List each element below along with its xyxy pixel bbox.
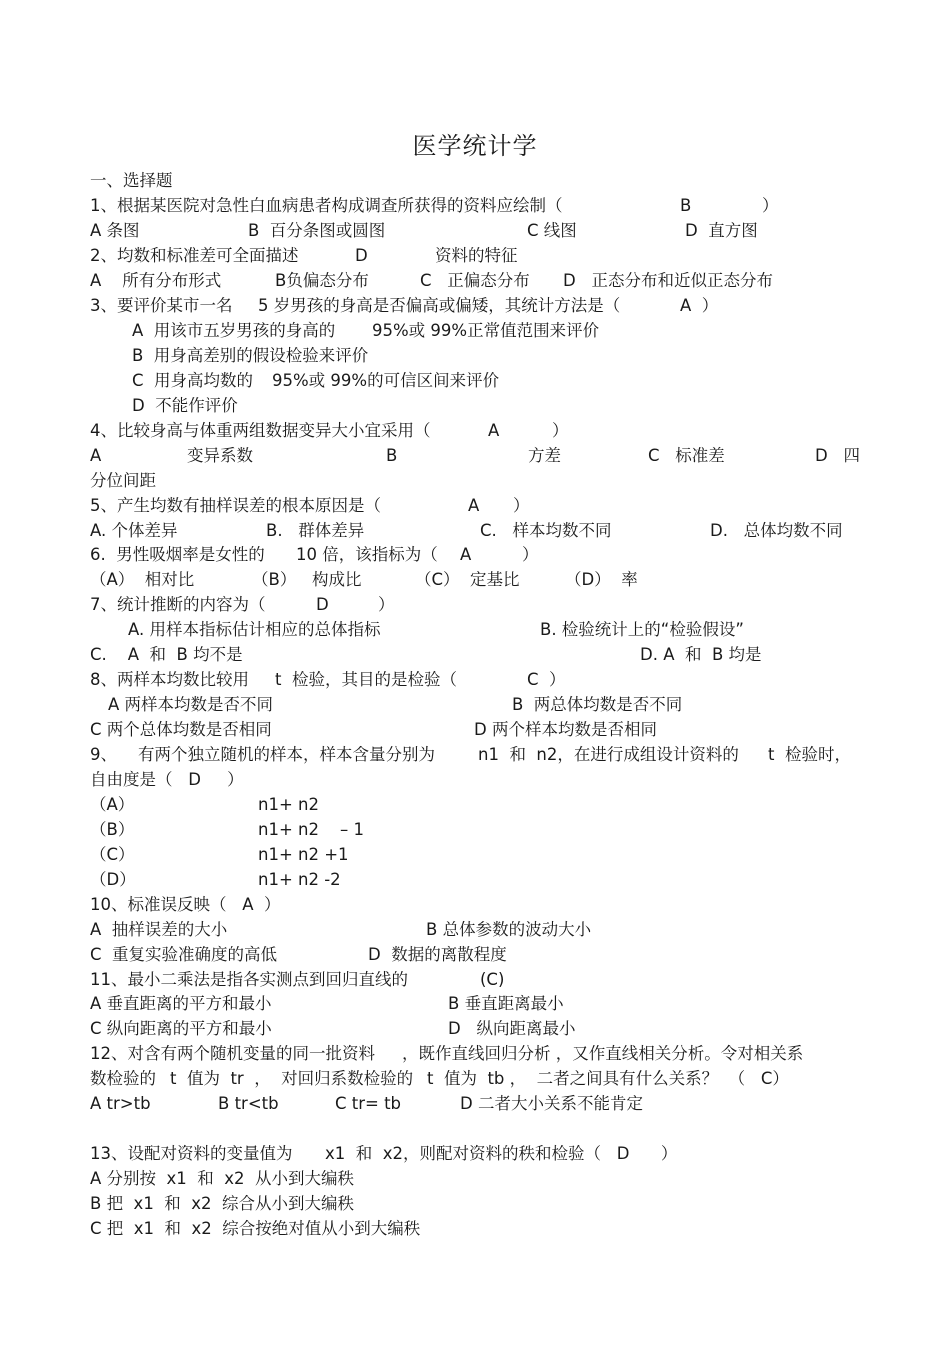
text-fragment: C 两个总体均数是否相同 [90, 720, 272, 739]
text-fragment: n1+ n2 [258, 795, 319, 814]
text-fragment: A 抽样误差的大小 [90, 920, 228, 939]
text-fragment: A tr>tb [90, 1094, 151, 1113]
text-fragment: t 值为 tb ， 二者之间具有什么关系？ （ C） [427, 1069, 789, 1088]
text-fragment: 10 倍，该指标为（ [296, 545, 438, 564]
text-fragment: 自由度是（ D ） [90, 770, 244, 789]
text-fragment: 方差 [528, 446, 561, 465]
text-fragment: D 两个样本均数是否相同 [474, 720, 657, 739]
text-fragment: 数检验的 [90, 1069, 156, 1088]
text-fragment: C. A 和 B 均不是 [90, 645, 243, 664]
text-fragment: t 值为 tr ， 对回归系数检验的 [170, 1069, 414, 1088]
text-fragment: ） [378, 595, 395, 614]
text-fragment: D 四 [815, 446, 860, 465]
text-fragment: D 数据的离散程度 [368, 945, 507, 964]
text-fragment: D. A 和 B 均是 [640, 645, 762, 664]
text-fragment: t 检验时， [768, 745, 851, 764]
text-fragment: B [386, 446, 398, 465]
text-fragment: C. 样本均数不同 [480, 521, 612, 540]
text-fragment: A ） [680, 296, 719, 315]
text-fragment: A [90, 446, 102, 465]
text-fragment: D 纵向距离最小 [448, 1019, 576, 1038]
text-fragment: （C） 定基比 [415, 570, 520, 589]
text-fragment: 11、最小二乘法是指各实测点到回归直线的 [90, 970, 408, 989]
text-fragment: 8、两样本均数比较用 [90, 670, 249, 689]
text-fragment: A. 个体差异 [90, 521, 178, 540]
text-fragment: ） [552, 421, 569, 440]
text-fragment: ，既作直线回归分析 ，又作直线相关分析。令对相关系 [402, 1044, 804, 1063]
text-fragment: C 正偏态分布 [420, 271, 530, 290]
text-fragment: B 垂直距离最小 [448, 994, 564, 1013]
text-fragment: D [355, 246, 368, 265]
text-fragment: 资料的特征 [435, 246, 518, 265]
text-fragment: D. 总体均数不同 [710, 521, 843, 540]
text-fragment: C 重复实验准确度的高低 [90, 945, 278, 964]
section-heading: 一、选择题 [90, 171, 173, 190]
text-fragment: C 用身高均数的 [132, 371, 254, 390]
text-fragment: ） [522, 545, 539, 564]
text-fragment: B. 检验统计上的“检验假设” [540, 620, 744, 639]
text-fragment: 变异系数 [187, 446, 253, 465]
text-fragment: C tr= tb [335, 1094, 402, 1113]
text-fragment: 5、产生均数有抽样误差的根本原因是（ [90, 496, 381, 515]
text-fragment: D 直方图 [685, 221, 758, 240]
text-fragment: n1+ n2 – 1 [258, 820, 364, 839]
text-fragment: ） [513, 496, 530, 515]
text-fragment: （A） 相对比 [90, 570, 195, 589]
text-fragment: 分位间距 [90, 471, 156, 490]
text-fragment: B负偏态分布 [275, 271, 369, 290]
text-fragment: 6. 男性吸烟率是女性的 [90, 545, 265, 564]
text-fragment: t 检验，其目的是检验（ [275, 670, 457, 689]
text-fragment: A [468, 496, 480, 515]
text-fragment: B 把 x1 和 x2 综合从小到大编秩 [90, 1194, 355, 1213]
text-fragment: A 用该市五岁男孩的身高的 [132, 321, 336, 340]
text-fragment: (C) [480, 970, 505, 989]
text-fragment: A [488, 421, 500, 440]
text-fragment: 4、比较身高与体重两组数据变异大小宜采用（ [90, 421, 431, 440]
text-fragment: C ） [527, 670, 566, 689]
text-fragment: （C） [90, 845, 135, 864]
text-fragment: 2、均数和标准差可全面描述 [90, 246, 299, 265]
text-fragment: C 标准差 [648, 446, 725, 465]
text-fragment: D [316, 595, 329, 614]
text-fragment: D 二者大小关系不能肯定 [460, 1094, 643, 1113]
text-fragment: B 用身高差别的假设检验来评价 [132, 346, 369, 365]
text-fragment: 9、 有两个独立随机的样本，样本含量分别为 [90, 745, 435, 764]
text-fragment: 13、设配对资料的变量值为 [90, 1144, 293, 1163]
text-fragment: （B） 构成比 [252, 570, 362, 589]
text-fragment: 7、统计推断的内容为（ [90, 595, 266, 614]
text-fragment: 5 岁男孩的身高是否偏高或偏矮，其统计方法是（ [258, 296, 621, 315]
text-fragment: x1 和 x2，则配对资料的秩和检验（ D ） [325, 1144, 678, 1163]
text-fragment: C 纵向距离的平方和最小 [90, 1019, 272, 1038]
text-fragment: A 两样本均数是否不同 [108, 695, 274, 714]
page-title: 医学统计学 [412, 132, 538, 160]
text-fragment: 10、标准误反映（ A ） [90, 895, 281, 914]
text-fragment: （D） [90, 870, 136, 889]
text-fragment: C 把 x1 和 x2 综合按绝对值从小到大编秩 [90, 1219, 421, 1238]
text-fragment: B 百分条图或圆图 [248, 221, 386, 240]
text-fragment: A 垂直距离的平方和最小 [90, 994, 272, 1013]
text-fragment: 95%或 99%的可信区间来评价 [272, 371, 500, 390]
text-fragment: ） [762, 196, 779, 215]
text-fragment: A [460, 545, 472, 564]
text-fragment: A 所有分布形式 [90, 271, 222, 290]
text-fragment: B 总体参数的波动大小 [426, 920, 592, 939]
text-fragment: 95%或 99%正常值范围来评价 [372, 321, 600, 340]
text-fragment: 1、根据某医院对急性白血病患者构成调查所获得的资料应绘制（ [90, 196, 563, 215]
text-fragment: 3、要评价某市一名 [90, 296, 233, 315]
text-fragment: （D） 率 [565, 570, 638, 589]
text-fragment: n1+ n2 -2 [258, 870, 341, 889]
text-fragment: n1+ n2 +1 [258, 845, 349, 864]
text-fragment: B tr<tb [218, 1094, 279, 1113]
text-fragment: 12、对含有两个随机变量的同一批资料 [90, 1044, 375, 1063]
text-fragment: B. 群体差异 [266, 521, 365, 540]
text-fragment: A. 用样本指标估计相应的总体指标 [128, 620, 381, 639]
text-fragment: n1 和 n2，在进行成组设计资料的 [478, 745, 739, 764]
text-fragment: D 不能作评价 [132, 396, 238, 415]
text-fragment: （A） [90, 795, 135, 814]
text-fragment: A 分别按 x1 和 x2 从小到大编秩 [90, 1169, 355, 1188]
text-fragment: C 线图 [527, 221, 577, 240]
text-fragment: B 两总体均数是否不同 [512, 695, 683, 714]
text-fragment: B [680, 196, 692, 215]
text-fragment: A 条图 [90, 221, 140, 240]
text-fragment: （B） [90, 820, 135, 839]
text-fragment: D 正态分布和近似正态分布 [563, 271, 773, 290]
